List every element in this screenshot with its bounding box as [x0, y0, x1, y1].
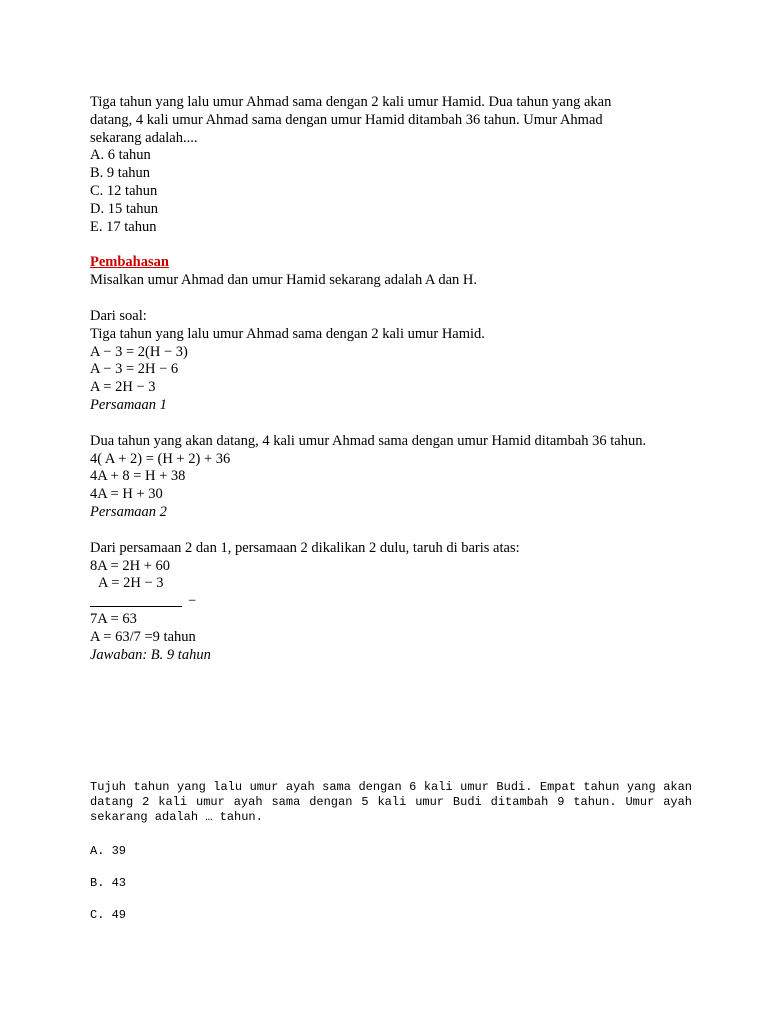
- step1-text: Tiga tahun yang lalu umur Ahmad sama dengan 2 kali umur Hamid.: [90, 325, 485, 342]
- question-1-line: Tiga tahun yang lalu umur Ahmad sama dengan 2 kali umur Hamid. Dua tahun yang akan: [90, 94, 612, 110]
- equation: 7A = 63: [90, 610, 137, 627]
- option-c: C. 12 tahun: [90, 182, 158, 199]
- dari-soal-label: Dari soal:: [90, 307, 147, 324]
- equation: 4( A + 2) = (H + 2) + 36: [90, 450, 231, 467]
- question-2: [90, 780, 692, 825]
- equation: A − 3 = 2(H − 3): [90, 343, 188, 360]
- question-2-option-a: A. 39: [90, 844, 127, 858]
- question-2-option-c: C. 49: [90, 908, 127, 922]
- question-1: [90, 94, 690, 664]
- answer-label: Jawaban: B. 9 tahun: [90, 646, 211, 663]
- pembahasan-heading: Pembahasan: [90, 254, 169, 271]
- equation: A = 2H − 3: [98, 575, 164, 592]
- equation: 4A + 8 = H + 38: [90, 468, 186, 485]
- question-2-text: Tujuh tahun yang lalu umur ayah sama dengan 6 kali umur Budi. Empat tahun yang akan datang 2 kali umur ayah sama dengan 5 kali umur Budi ditambah 9 tahun. Umur ayah sekarang adalah … tahun.: [90, 780, 692, 824]
- persamaan-2-label: Persamaan 2: [90, 503, 167, 520]
- option-a: A. 6 tahun: [90, 147, 151, 164]
- equation: A = 2H − 3: [90, 379, 156, 396]
- option-e: E. 17 tahun: [90, 218, 157, 235]
- minus-sign: −: [188, 593, 197, 610]
- subtraction-line: [90, 593, 690, 611]
- question-1-line: datang, 4 kali umur Ahmad sama dengan umur Hamid ditambah 36 tahun. Umur Ahmad: [90, 111, 603, 128]
- question-1-line: sekarang adalah....: [90, 129, 198, 146]
- step3-text: Dari persamaan 2 dan 1, persamaan 2 dikalikan 2 dulu, taruh di baris atas:: [90, 539, 520, 556]
- option-d: D. 15 tahun: [90, 200, 159, 217]
- equation: A = 63/7 =9 tahun: [90, 628, 196, 645]
- question-2-option-b: B. 43: [90, 876, 127, 890]
- equation: 4A = H + 30: [90, 486, 163, 503]
- persamaan-1-label: Persamaan 1: [90, 396, 167, 413]
- equation: A − 3 = 2H − 6: [90, 361, 179, 378]
- option-b: B. 9 tahun: [90, 165, 151, 182]
- underline-rule: [90, 606, 182, 607]
- step2-text: Dua tahun yang akan datang, 4 kali umur Ahmad sama dengan umur Hamid ditambah 36 tahun.: [90, 432, 647, 449]
- pembahasan-intro: Misalkan umur Ahmad dan umur Hamid sekarang adalah A dan H.: [90, 272, 477, 289]
- equation: 8A = 2H + 60: [90, 557, 170, 574]
